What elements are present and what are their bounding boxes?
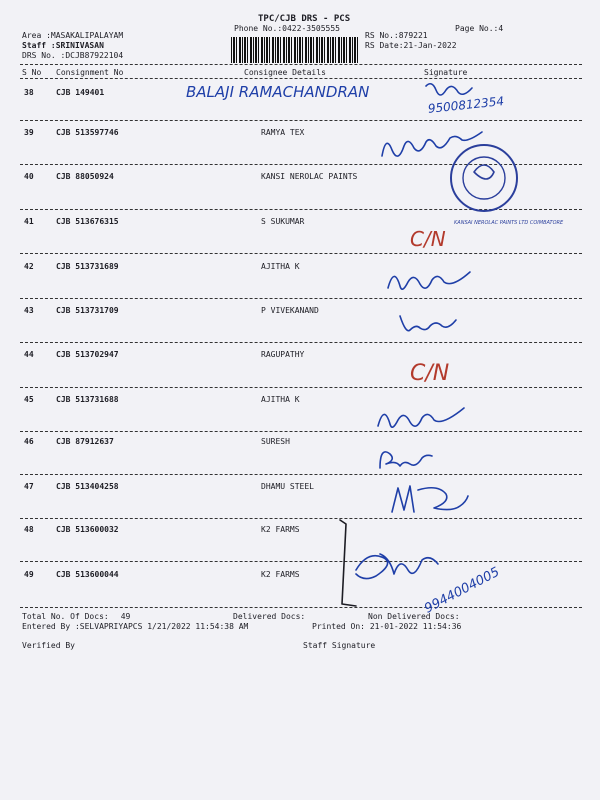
- row-sno: 39: [24, 128, 34, 137]
- document-title: TPC/CJB DRS - PCS: [258, 14, 351, 24]
- row-consignment: CJB 513731689: [56, 262, 119, 271]
- row-consignment: CJB 513676315: [56, 217, 119, 226]
- staff-value: SRINIVASAN: [55, 41, 104, 50]
- total-docs-value: 49: [120, 612, 131, 621]
- rs-no-line: [365, 31, 428, 40]
- total-docs-label: Total No. Of Docs:: [22, 612, 109, 621]
- col-consignee: Consignee Details: [244, 68, 326, 77]
- row-divider: [20, 253, 582, 254]
- page-label: Page No.:: [455, 24, 499, 33]
- entered-by: [22, 622, 248, 631]
- row-sno: 40: [24, 172, 34, 181]
- rs-date-label: RS Date:: [365, 41, 404, 50]
- row-divider: [20, 342, 582, 343]
- handwritten-note: C/N: [410, 227, 446, 251]
- row-consignee: AJITHA K: [261, 395, 300, 404]
- row-divider: [20, 431, 582, 432]
- row-sno: 41: [24, 217, 34, 226]
- signature-row45: [372, 400, 472, 434]
- row-consignee: P VIVEKANAND: [261, 306, 319, 315]
- phone-label: Phone No.:: [234, 24, 283, 33]
- total-docs: [22, 612, 130, 621]
- entered-by-value: SELVAPRIYAPCS 1/21/2022 11:54:38 AM: [79, 622, 249, 631]
- note-row44: [406, 352, 472, 388]
- handwritten-name-row38: [180, 78, 370, 104]
- drs-value: DCJB87922104: [65, 51, 124, 60]
- row-consignee: SURESH: [261, 437, 290, 446]
- staff-line: [22, 41, 104, 50]
- signature-row42: [382, 262, 482, 296]
- handwritten-phone: 9500812354: [427, 93, 505, 116]
- row-consignment: CJB 513600032: [56, 525, 119, 534]
- row-sno: 49: [24, 570, 34, 579]
- row-divider: [20, 474, 582, 475]
- row-sno: 46: [24, 437, 34, 446]
- col-signature: Signature: [424, 68, 468, 77]
- page-number: [455, 24, 503, 33]
- printed-on-value: 21-01-2022 11:54:36: [369, 622, 462, 631]
- drs-label: DRS No. :: [22, 51, 66, 60]
- col-sno: S No: [22, 68, 42, 77]
- row-consignment: CJB 513731709: [56, 306, 119, 315]
- col-consignment: Consignment No: [56, 68, 124, 77]
- row-divider: [20, 120, 582, 121]
- rs-no-label: RS No.:: [365, 31, 399, 40]
- staff-signature: Staff Signature: [303, 641, 376, 650]
- barcode: [231, 37, 359, 63]
- row-consignment: CJB 513702947: [56, 350, 119, 359]
- row-divider: [20, 387, 582, 388]
- handwritten-note: C/N: [410, 361, 450, 386]
- verified-by: Verified By: [22, 641, 75, 650]
- note-row41: [406, 222, 466, 256]
- row-sno: 44: [24, 350, 34, 359]
- row-consignee: S SUKUMAR: [261, 217, 305, 226]
- row-sno: 48: [24, 525, 34, 534]
- row-consignment: CJB 149401: [56, 88, 105, 97]
- row-consignment: CJB 513597746: [56, 128, 119, 137]
- area-line: [22, 31, 123, 40]
- row-sno: 43: [24, 306, 34, 315]
- rs-date-line: [365, 41, 457, 50]
- delivered-docs: Delivered Docs:: [233, 612, 306, 621]
- row-sno: 38: [24, 88, 34, 97]
- row-consignment: CJB 513404258: [56, 482, 119, 491]
- handwritten-phone: 9944004005: [422, 564, 503, 617]
- row-consignee: RAMYA TEX: [261, 128, 305, 137]
- phone-line: [234, 24, 340, 33]
- handwritten-name: BALAJI RAMACHANDRAN: [186, 83, 370, 101]
- phone-number: 0422-3505555: [282, 24, 340, 33]
- row-consignment: CJB 87912637: [56, 437, 114, 446]
- row-consignment: CJB 513600044: [56, 570, 119, 579]
- row-consignee: KANSI NEROLAC PAINTS: [261, 172, 358, 181]
- drs-line: [22, 51, 123, 60]
- row-divider: [20, 298, 582, 299]
- printed-on: [312, 622, 461, 631]
- row-sno: 42: [24, 262, 34, 271]
- signature-row46: [372, 436, 452, 474]
- non-delivered-docs: Non Delivered Docs:: [368, 612, 460, 621]
- row-consignee: DHAMU STEEL: [261, 482, 314, 491]
- company-stamp: [448, 132, 564, 228]
- row-consignee: K2 FARMS: [261, 525, 300, 534]
- staff-label: Staff :: [22, 41, 56, 50]
- row-consignment: CJB 88050924: [56, 172, 114, 181]
- row-consignee: AJITHA K: [261, 262, 300, 271]
- row-consignee: K2 FARMS: [261, 570, 300, 579]
- stamp-text: KANSAI NEROLAC PAINTS LTD COIMBATORE: [454, 220, 564, 226]
- entered-by-label: Entered By :: [22, 622, 80, 631]
- page-value: 4: [498, 24, 504, 33]
- rs-date-value: 21-Jan-2022: [403, 41, 457, 50]
- signature-row38: [416, 78, 526, 120]
- area-value: MASAKALIPALAYAM: [50, 31, 124, 40]
- row-sno: 47: [24, 482, 34, 491]
- area-label: Area :: [22, 31, 51, 40]
- signature-row43: [394, 308, 474, 338]
- printed-on-label: Printed On:: [312, 622, 365, 631]
- header-divider: [20, 64, 582, 65]
- row-sno: 45: [24, 395, 34, 404]
- row-consignment: CJB 513731688: [56, 395, 119, 404]
- rs-no-value: 879221: [398, 31, 428, 40]
- row-consignee: RAGUPATHY: [261, 350, 305, 359]
